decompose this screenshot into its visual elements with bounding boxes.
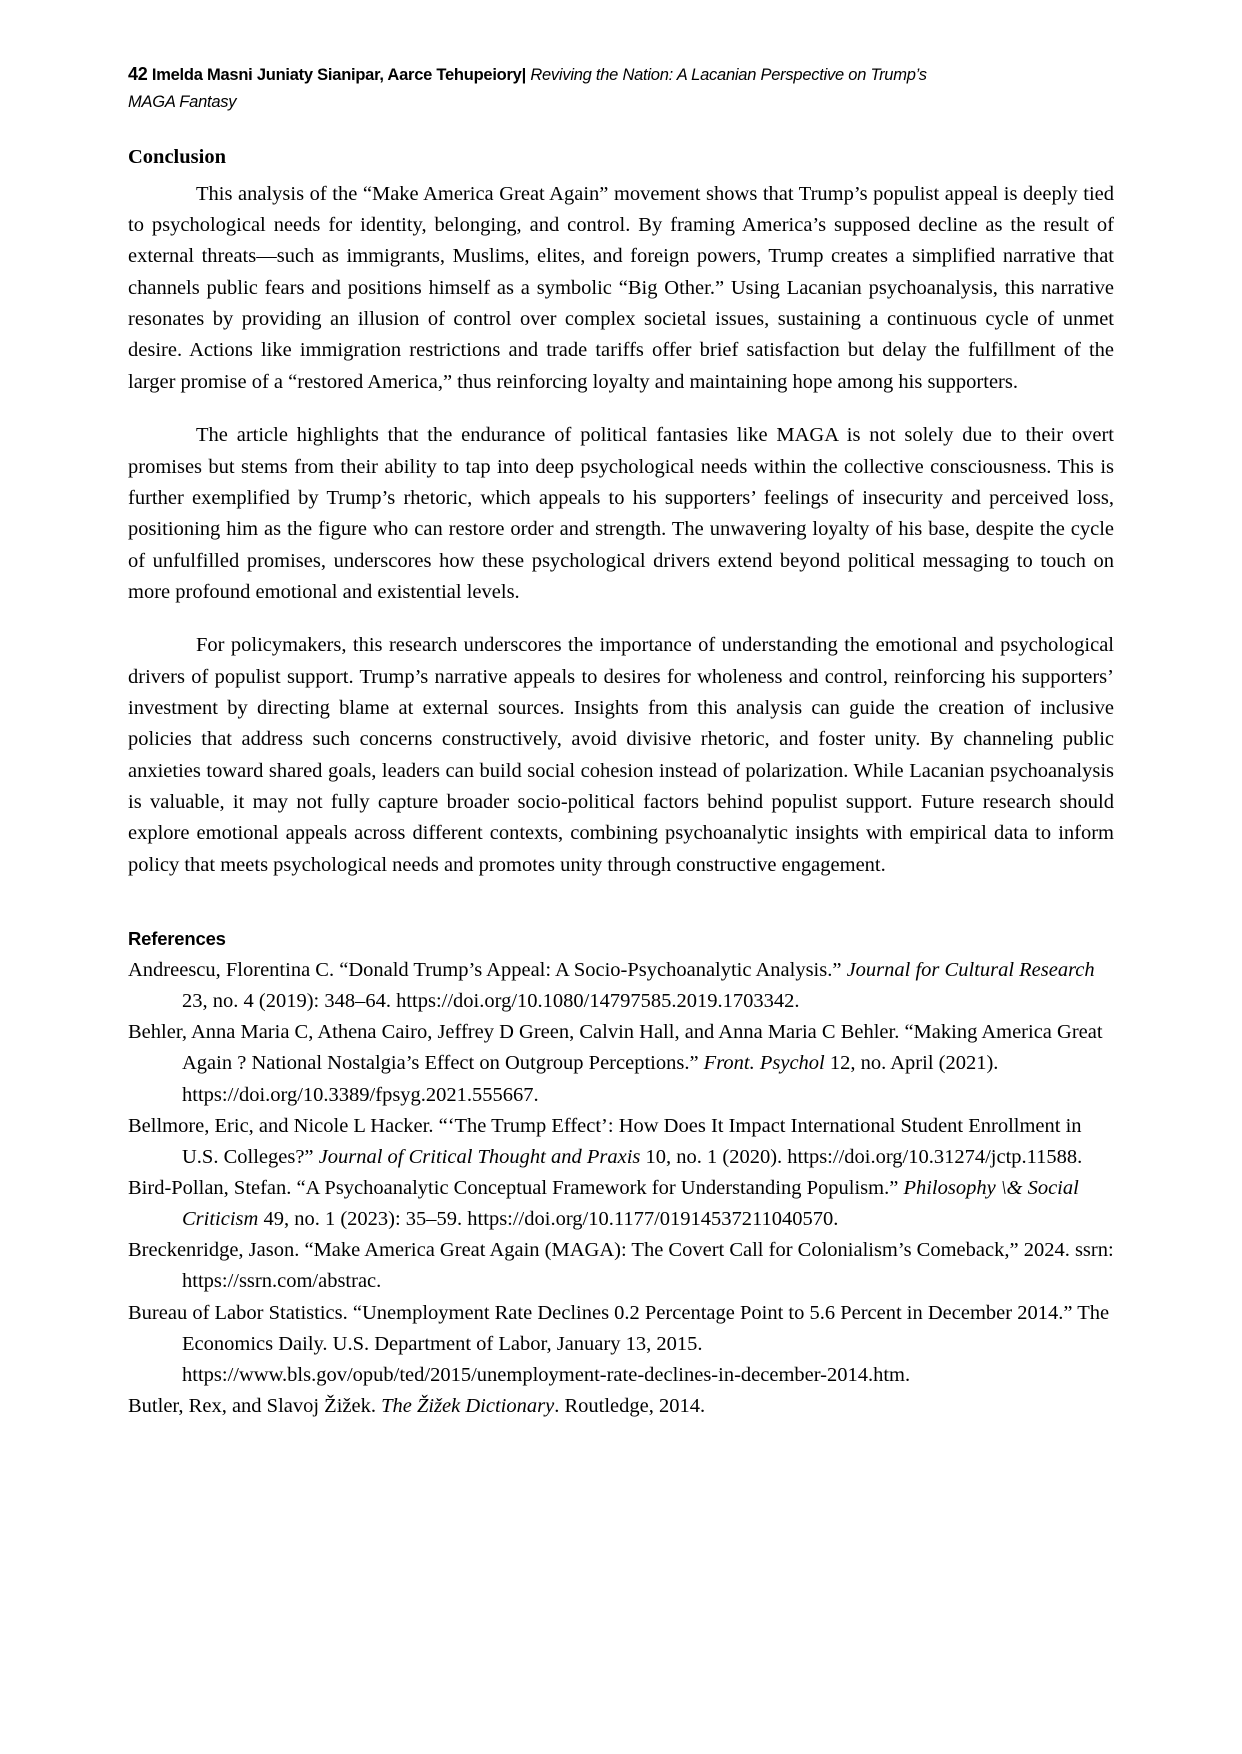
reference-list [128, 955, 1114, 1422]
reference-text: 12, no. April (2021). https://doi.org/10.3389/fpsyg.2021.555667. [182, 1052, 999, 1106]
reference-entry [128, 1298, 1114, 1391]
conclusion-paragraph-1: This analysis of the “Make America Great Again” movement shows that Trump’s populist appeal is deeply tied to psychological needs for identity, belonging, and control. By framing America’s supposed decline as the result of external threats—such as immigrants, Muslims, elites, and foreign powers, Trump creates a simplified narrative that channels public fears and positions himself as a symbolic “Big Other.” Using Lacanian psychoanalysis, this narrative resonates by providing an illusion of control over complex societal issues, sustaining a continuous cycle of unmet desire. Actions like immigration restrictions and trade tariffs offer brief satisfaction but delay the fulfillment of the larger promise of a “restored America,” thus reinforcing loyalty and maintaining hope among his supporters. [128, 182, 1114, 393]
running-head-article-title: Reviving the Nation: A Lacanian Perspective on Trump’s MAGA Fantasy [128, 66, 927, 112]
reference-text: . Routledge, 2014. [554, 1395, 706, 1418]
conclusion-paragraph-3: For policymakers, this research underscores the importance of understanding the emotional and psychological drivers of populist support. Trump’s narrative appeals to desires for wholeness and control, reinforcing his supporters’ investment by directing blame at external sources. Insights from this analysis can guide the creation of inclusive policies that address such concerns constructively, avoid divisive rhetoric, and foster unity. By channeling public anxieties toward shared goals, leaders can build social cohesion instead of polarization. While Lacanian psychoanalysis is valuable, it may not fully capture broader socio-political factors behind populist support. Future research should explore emotional appeals across different contexts, combining psychoanalytic insights with empirical data to inform policy that meets psychological needs and promotes unity through constructive engagement. [128, 634, 1114, 876]
reference-entry [128, 955, 1114, 1017]
reference-entry [128, 1173, 1114, 1235]
paragraph-spacer-2 [128, 608, 1114, 630]
reference-entry [128, 1391, 1114, 1422]
reference-text: Butler, Rex, and Slavoj Žižek. [128, 1395, 382, 1418]
reference-text: 49, no. 1 (2023): 35–59. https://doi.org/10.1177/01914537211040570. [258, 1208, 839, 1231]
references-heading: References [128, 928, 226, 950]
reference-entry [128, 1017, 1114, 1110]
running-head-authors: Imelda Masni Juniaty Sianipar, Aarce Tehupeiory [151, 66, 522, 84]
reference-text: Breckenridge, Jason. “Make America Great Again (MAGA): The Covert Call for Colonialism’s Comeback,” 2024. ssrn: https://ssrn.com/abstrac. [128, 1239, 1114, 1293]
running-head-separator: | [521, 66, 526, 84]
reference-title-italic: Philosophy \& Social Criticism [182, 1177, 1079, 1231]
reference-text: Bureau of Labor Statistics. “Unemployment Rate Declines 0.2 Percentage Point to 5.6 Percent in December 2014.” The Economics Daily. U.S. Department of Labor, January 13, 2015. https://www.bls.gov/opub/ted/2015/unemployment-rate-declines-in-december-2014.htm. [128, 1301, 1110, 1386]
page-number: 42 [128, 64, 148, 84]
reference-title-italic: Front. Psychol [703, 1052, 825, 1075]
reference-text: 23, no. 4 (2019): 348–64. https://doi.org/10.1080/14797585.2019.1703342. [182, 990, 800, 1013]
reference-text: Bird-Pollan, Stefan. “A Psychoanalytic Conceptual Framework for Understanding Populism.” [128, 1177, 904, 1200]
conclusion-paragraph-2: The article highlights that the endurance of political fantasies like MAGA is not solely due to their overt promises but stems from their ability to tap into deep psychological needs within the collective consciousness. This is further exemplified by Trump’s rhetoric, which appeals to his supporters’ feelings of insecurity and perceived loss, positioning him as the figure who can restore order and strength. The unwavering loyalty of his base, despite the cycle of unfulfilled promises, underscores how these psychological drivers extend beyond political messaging to touch on more profound emotional and existential levels. [128, 424, 1114, 603]
reference-entry [128, 1235, 1114, 1297]
reference-title-italic: The Žižek Dictionary [381, 1395, 555, 1418]
reference-title-italic: Journal of Critical Thought and Praxis [318, 1145, 641, 1168]
reference-title-italic: Journal for Cultural Research [846, 958, 1095, 981]
paragraph-spacer-1 [128, 398, 1114, 420]
reference-text: 10, no. 1 (2020). https://doi.org/10.31274/jctp.11588. [640, 1145, 1083, 1168]
reference-text: Andreescu, Florentina C. “Donald Trump’s Appeal: A Socio-Psychoanalytic Analysis.” [128, 958, 847, 981]
running-head [128, 60, 948, 116]
references-spacer [128, 881, 1114, 925]
reference-text: Bellmore, Eric, and Nicole L Hacker. “‘The Trump Effect’: How Does It Impact International Student Enrollment in U.S. Colleges?” [128, 1114, 1082, 1168]
conclusion-heading: Conclusion [128, 145, 226, 168]
reference-entry [128, 1111, 1114, 1173]
reference-text: Behler, Anna Maria C, Athena Cairo, Jeffrey D Green, Calvin Hall, and Anna Maria C Behler. “Making America Great Again ? National Nostalgia’s Effect on Outgroup Perceptions.” [128, 1021, 1103, 1075]
